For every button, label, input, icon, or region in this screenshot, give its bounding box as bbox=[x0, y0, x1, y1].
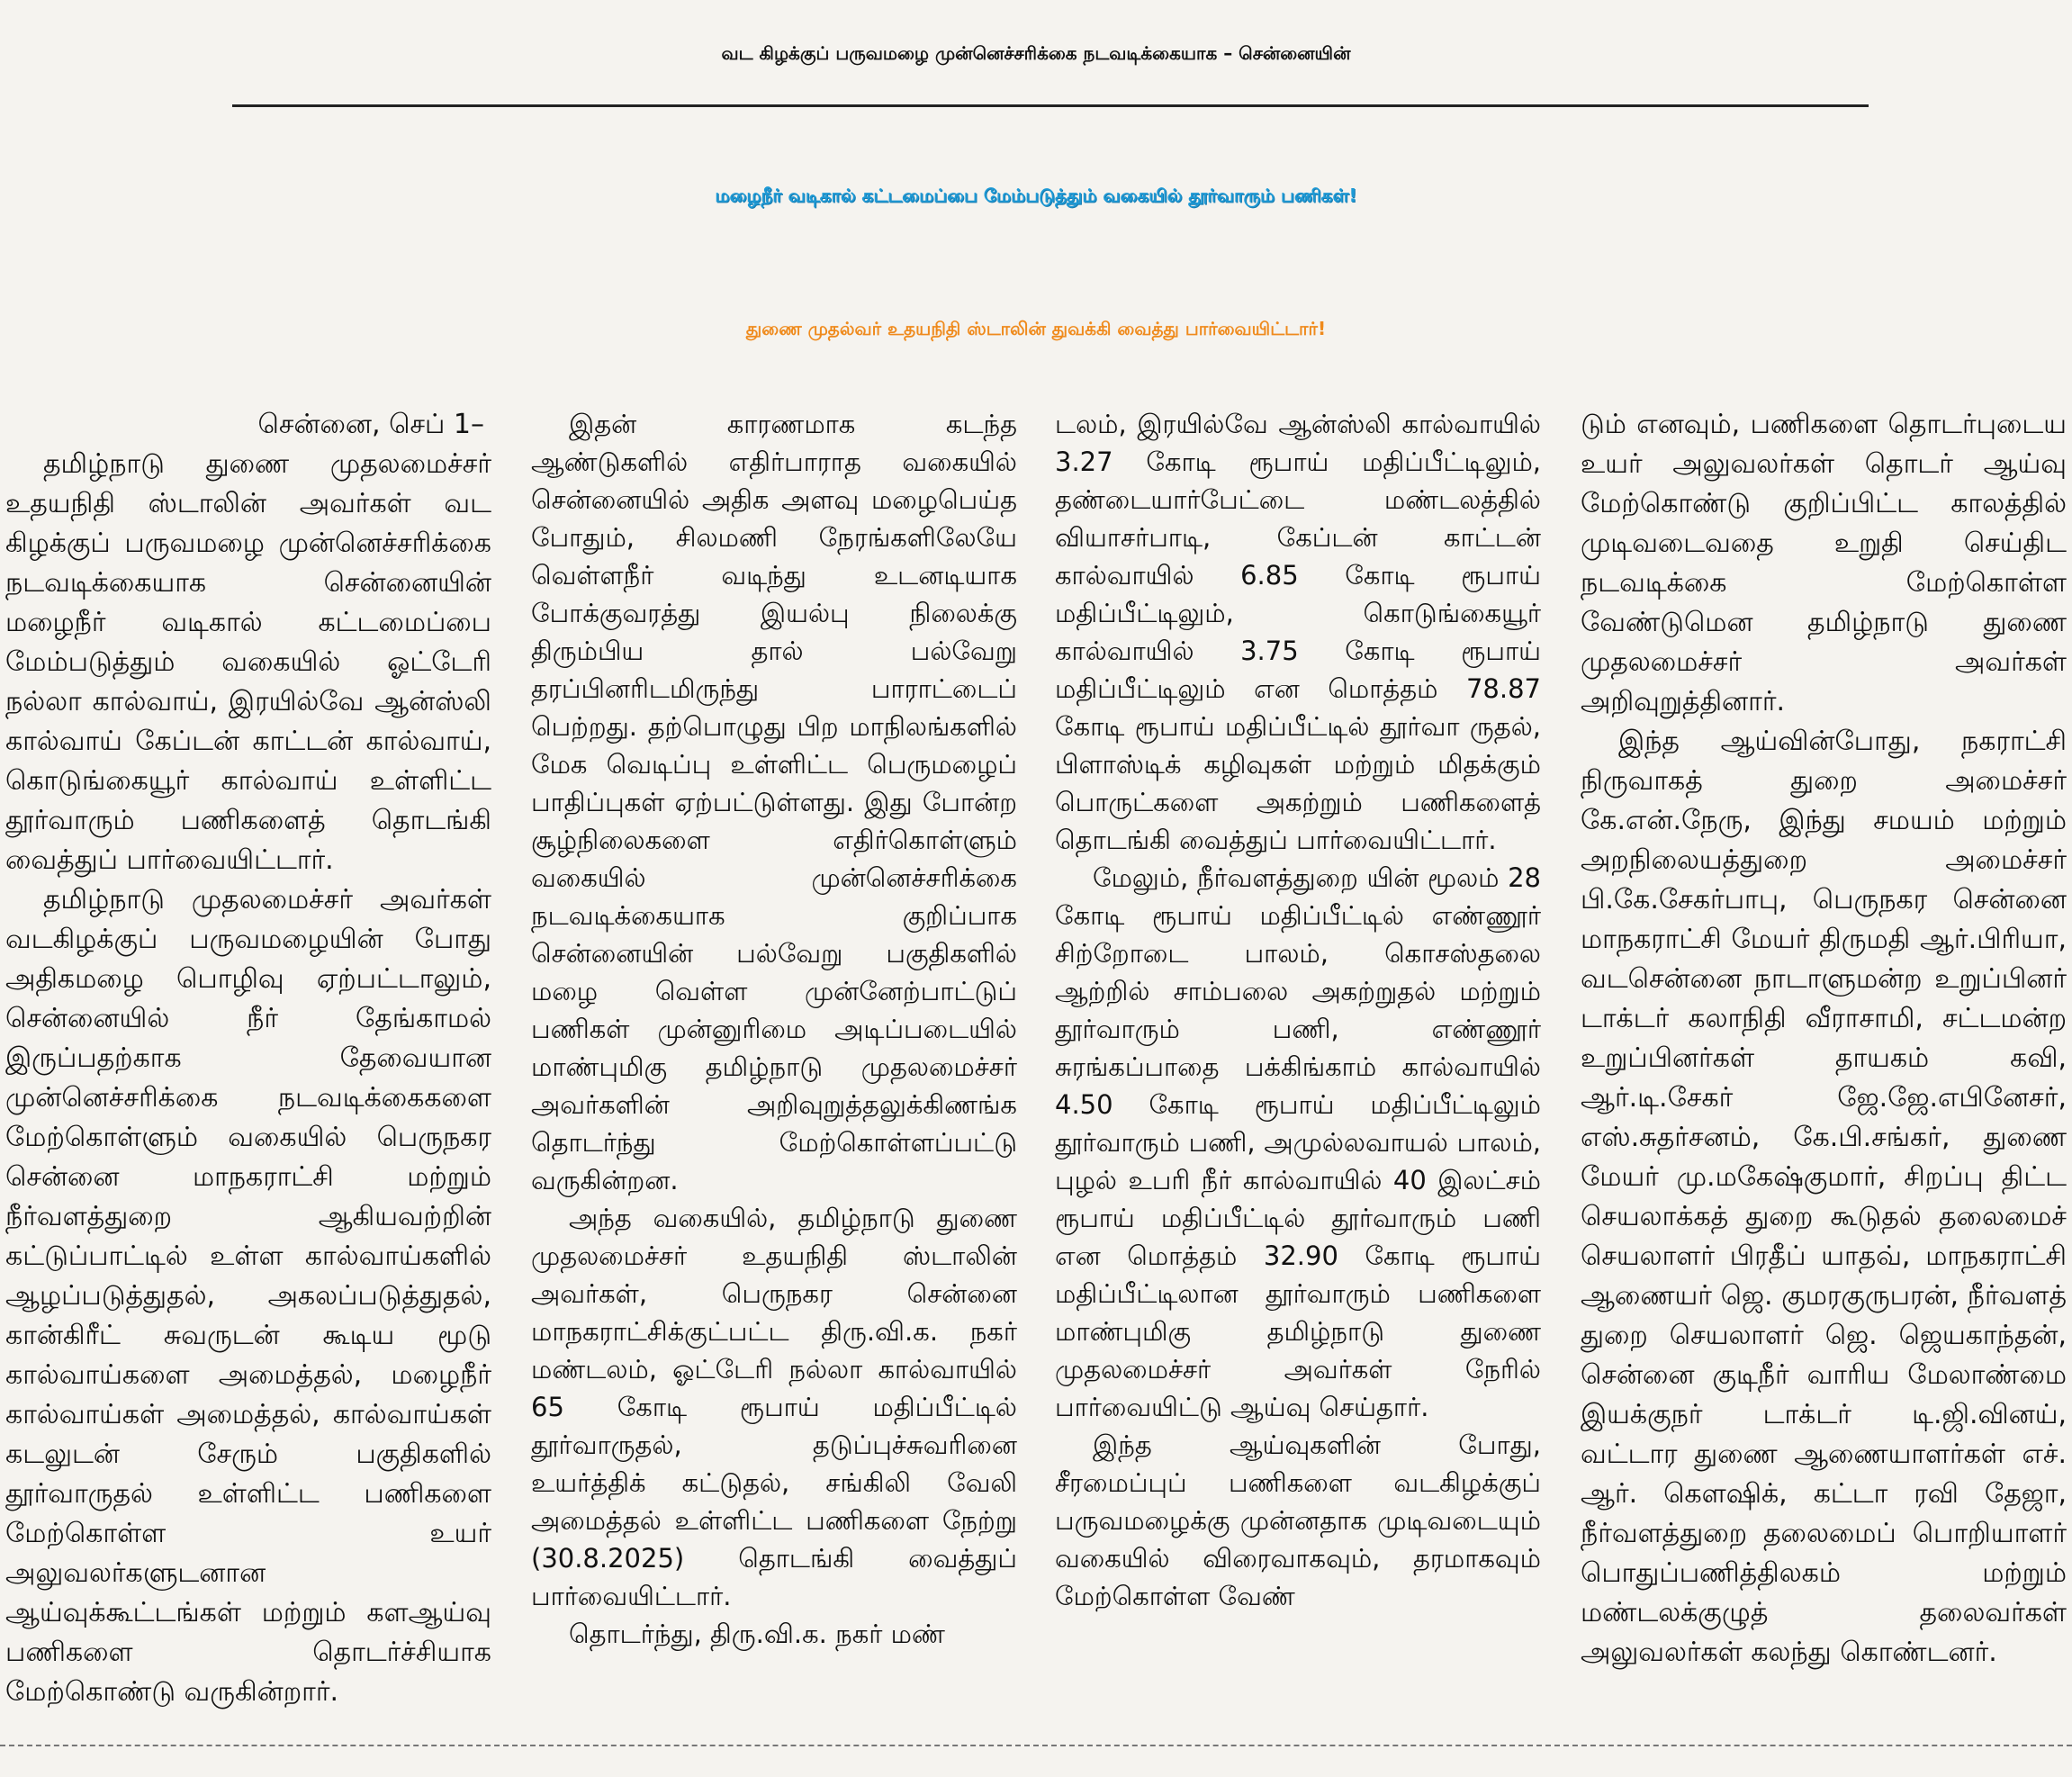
paragraph: இந்த ஆய்வின்போது, நகராட்சி நிருவாகத் துறை அமைச்சர் கே.என்.நேரு, இந்து சமயம் மற்றும் அறநிலையத்துறை அமைச்சர் பி.கே.சேகர்பாபு, பெருநகர சென்னை மாநகராட்சி மேயர் திருமதி ஆர்.பிரியா, வடசென்னை நாடாளுமன்ற உறுப்பினர் டாக்டர் கலாநிதி வீராசாமி, சட்டமன்ற உறுப்பினர்கள் தாயகம் கவி, ஆர்.டி.சேகர் ஜே.ஜே.எபினேசர், எஸ்.சுதர்சனம், கே.பி.சங்கர், துணை மேயர் மு.மகேஷ்குமார், சிறப்பு திட்ட செயலாக்கத் துறை கூடுதல் தலைமைச் செயலாளர் பிரதீப் யாதவ், மாநகராட்சி ஆணையர் ஜெ. குமரகுருபரன், நீர்வளத் துறை செயலாளர் ஜெ. ஜெயகாந்தன், சென்னை குடிநீர் வாரிய மேலாண்மை இயக்குநர் டாக்டர் டி.ஜி.வினய், வட்டார துணை ஆணையாளர்கள் எச். ஆர். கௌஷிக், கட்டா ரவி தேஜா, நீர்வளத்துறை தலைமைப் பொறியாளர் பொதுப்பணித்திலகம் மற்றும் மண்டலக்குழுத் தலைவர்கள் அலுவலர்கள் கலந்து கொண்டனர். bbox=[1581, 726, 2067, 1668]
kicker-underline bbox=[232, 104, 1869, 107]
paragraph: தொடர்ந்து, திரு.வி.க. நகர் மண் bbox=[569, 1619, 945, 1649]
paragraph: இந்த ஆய்வுகளின் போது, சீரமைப்புப் பணிகளை வடகிழக்குப் பருவமழைக்கு முன்னதாக முடிவடையும் வகையில் விரைவாகவும், தரமாகவும் மேற்கொள்ள வேண் bbox=[1055, 1430, 1541, 1611]
headline: மழைநீர் வடிகால் கட்டமைப்பை மேம்படுத்தும் வகையில் தூர்வாரும் பணிகள்! bbox=[715, 185, 1357, 206]
paragraph: தமிழ்நாடு முதலமைச்சர் அவர்கள் வடகிழக்குப் பருவமழையின் போது அதிகமழை பொழிவு ஏற்பட்டாலும், சென்னையில் நீர் தேங்காமல் இருப்பதற்காக தேவையான முன்னெச்சரிக்கை நடவடிக்கைகளை மேற்கொள்ளும் வகையில் பெருநகர சென்னை மாநகராட்சி மற்றும் நீர்வளத்துறை ஆகியவற்றின் கட்டுப்பாட்டில் உள்ள கால்வாய்களில் ஆழப்படுத்துதல், அகலப்படுத்துதல், கான்கிரீட் சுவருடன் கூடிய மூடு கால்வாய்களை அமைத்தல், மழைநீர் கால்வாய்கள் அமைத்தல், கால்வாய்கள் கடலுடன் சேரும் பகுதிகளில் தூர்வாருதல் உள்ளிட்ட பணிகளை மேற்கொள்ள உயர் அலுவலர்களுடனான ஆய்வுக்கூட்டங்கள் மற்றும் களஆய்வு பணிகளை தொடர்ச்சியாக மேற்கொண்டு வருகின்றார். bbox=[5, 884, 491, 1708]
paragraph-continued: டலம், இரயில்வே ஆன்ஸ்லி கால்வாயில் 3.27 கோடி ரூபாய் மதிப்பீட்டிலும், தண்டையார்பேட்டை மண்டலத்தில் வியாசர்பாடி, கேப்டன் காட்டன் கால்வாயில் 6.85 கோடி ரூபாய் மதிப்பீட்டிலும், கொடுங்கையூர் கால்வாயில் 3.75 கோடி ரூபாய் மதிப்பீட்டிலும் என மொத்தம் 78.87 கோடி ரூபாய் மதிப்பீட்டில் தூர்வா ருதல், பிளாஸ்டிக் கழிவுகள் மற்றும் மிதக்கும் பொருட்களை அகற்றும் பணிகளைத் தொடங்கி வைத்துப் பார்வையிட்டார். bbox=[1055, 409, 1541, 855]
paragraph: இதன் காரணமாக கடந்த ஆண்டுகளில் எதிர்பாராத வகையில் சென்னையில் அதிக அளவு மழைபெய்த போதும், சிலமணி நேரங்களிலேயே வெள்ளநீர் வடிந்து உடனடியாக போக்குவரத்து இயல்பு நிலைக்கு திரும்பிய தால் பல்வேறு தரப்பினரிடமிருந்து பாராட்டைப் பெற்றது. தற்பொழுது பிற மாநிலங்களில் மேக வெடிப்பு உள்ளிட்ட பெருமழைப் பாதிப்புகள் ஏற்பட்டுள்ளது. இது போன்ற சூழ்நிலைகளை எதிர்கொள்ளும் வகையில் முன்னெச்சரிக்கை நடவடிக்கையாக குறிப்பாக சென்னையின் பல்வேறு பகுதிகளில் மழை வெள்ள முன்னேற்பாட்டுப் பணிகள் முன்னுரிமை அடிப்படையில் மாண்புமிகு தமிழ்நாடு முதலமைச்சர் அவர்களின் அறிவுறுத்தலுக்கிணங்க தொடர்ந்து மேற்கொள்ளப்பட்டு வருகின்றன. bbox=[531, 409, 1017, 1195]
article-column-1 bbox=[5, 405, 491, 1737]
article-column-2 bbox=[531, 405, 1017, 1737]
paragraph: மேலும், நீர்வளத்துறை யின் மூலம் 28 கோடி ரூபாய் மதிப்பீட்டில் எண்ணூர் சிற்றோடை பாலம், கொசஸ்தலை ஆற்றில் சாம்பலை அகற்றுதல் மற்றும் தூர்வாரும் பணி, எண்ணூர் சுரங்கப்பாதை பக்கிங்காம் கால்வாயில் 4.50 கோடி ரூபாய் மதிப்பீட்டிலும் தூர்வாரும் பணி, அமுல்லவாயல் பாலம், புழல் உபரி நீர் கால்வாயில் 40 இலட்சம் ரூபாய் மதிப்பீட்டில் தூர்வாரும் பணி என மொத்தம் 32.90 கோடி ரூபாய் மதிப்பீட்டிலான தூர்வாரும் பணிகளை மாண்புமிகு தமிழ்நாடு துணை முதலமைச்சர் அவர்கள் நேரில் பார்வையிட்டு ஆய்வு செய்தார். bbox=[1055, 862, 1541, 1422]
bottom-divider bbox=[0, 1745, 2072, 1746]
kicker-line: வட கிழக்குப் பருவமழை முன்னெச்சரிக்கை நடவடிக்கையாக – சென்னையின் bbox=[721, 42, 1351, 64]
paragraph: தமிழ்நாடு துணை முதலமைச்சர் உதயநிதி ஸ்டாலின் அவர்கள் வட கிழக்குப் பருவமழை முன்னெச்சரிக்கை நடவடிக்கையாக சென்னையின் மழைநீர் வடிகால் கட்டமைப்பை மேம்படுத்தும் வகையில் ஓட்டேரி நல்லா கால்வாய், இரயில்வே ஆன்ஸ்லி கால்வாய் கேப்டன் காட்டன் கால்வாய், கொடுங்கையூர் கால்வாய் உள்ளிட்ட தூர்வாரும் பணிகளைத் தொடங்கி வைத்துப் பார்வையிட்டார். bbox=[5, 448, 491, 876]
paragraph: அந்த வகையில், தமிழ்நாடு துணை முதலமைச்சர் உதயநிதி ஸ்டாலின் அவர்கள், பெருநகர சென்னை மாநகராட்சிக்குட்பட்ட திரு.வி.க. நகர் மண்டலம், ஓட்டேரி நல்லா கால்வாயில் 65 கோடி ரூபாய் மதிப்பீட்டில் தூர்வாருதல், தடுப்புச்சுவரினை உயர்த்திக் கட்டுதல், சங்கிலி வேலி அமைத்தல் உள்ளிட்ட பணிகளை நேற்று (30.8.2025) தொடங்கி வைத்துப் பார்வையிட்டார். bbox=[531, 1203, 1017, 1611]
dateline: சென்னை, செப் 1– bbox=[257, 409, 484, 440]
article-column-4 bbox=[1581, 405, 2067, 1737]
subheadline: துணை முதல்வர் உதயநிதி ஸ்டாலின் துவக்கி வைத்து பார்வையிட்டார்! bbox=[745, 318, 1327, 339]
article-column-3 bbox=[1055, 405, 1541, 1737]
paragraph-continued: டும் எனவும், பணிகளை தொடர்புடைய உயர் அலுவலர்கள் தொடர் ஆய்வு மேற்கொண்டு குறிப்பிட்ட காலத்தில் முடிவடைவதை உறுதி செய்திட நடவடிக்கை மேற்கொள்ள வேண்டுமென தமிழ்நாடு துணை முதலமைச்சர் அவர்கள் அறிவுறுத்தினார். bbox=[1581, 409, 2067, 717]
